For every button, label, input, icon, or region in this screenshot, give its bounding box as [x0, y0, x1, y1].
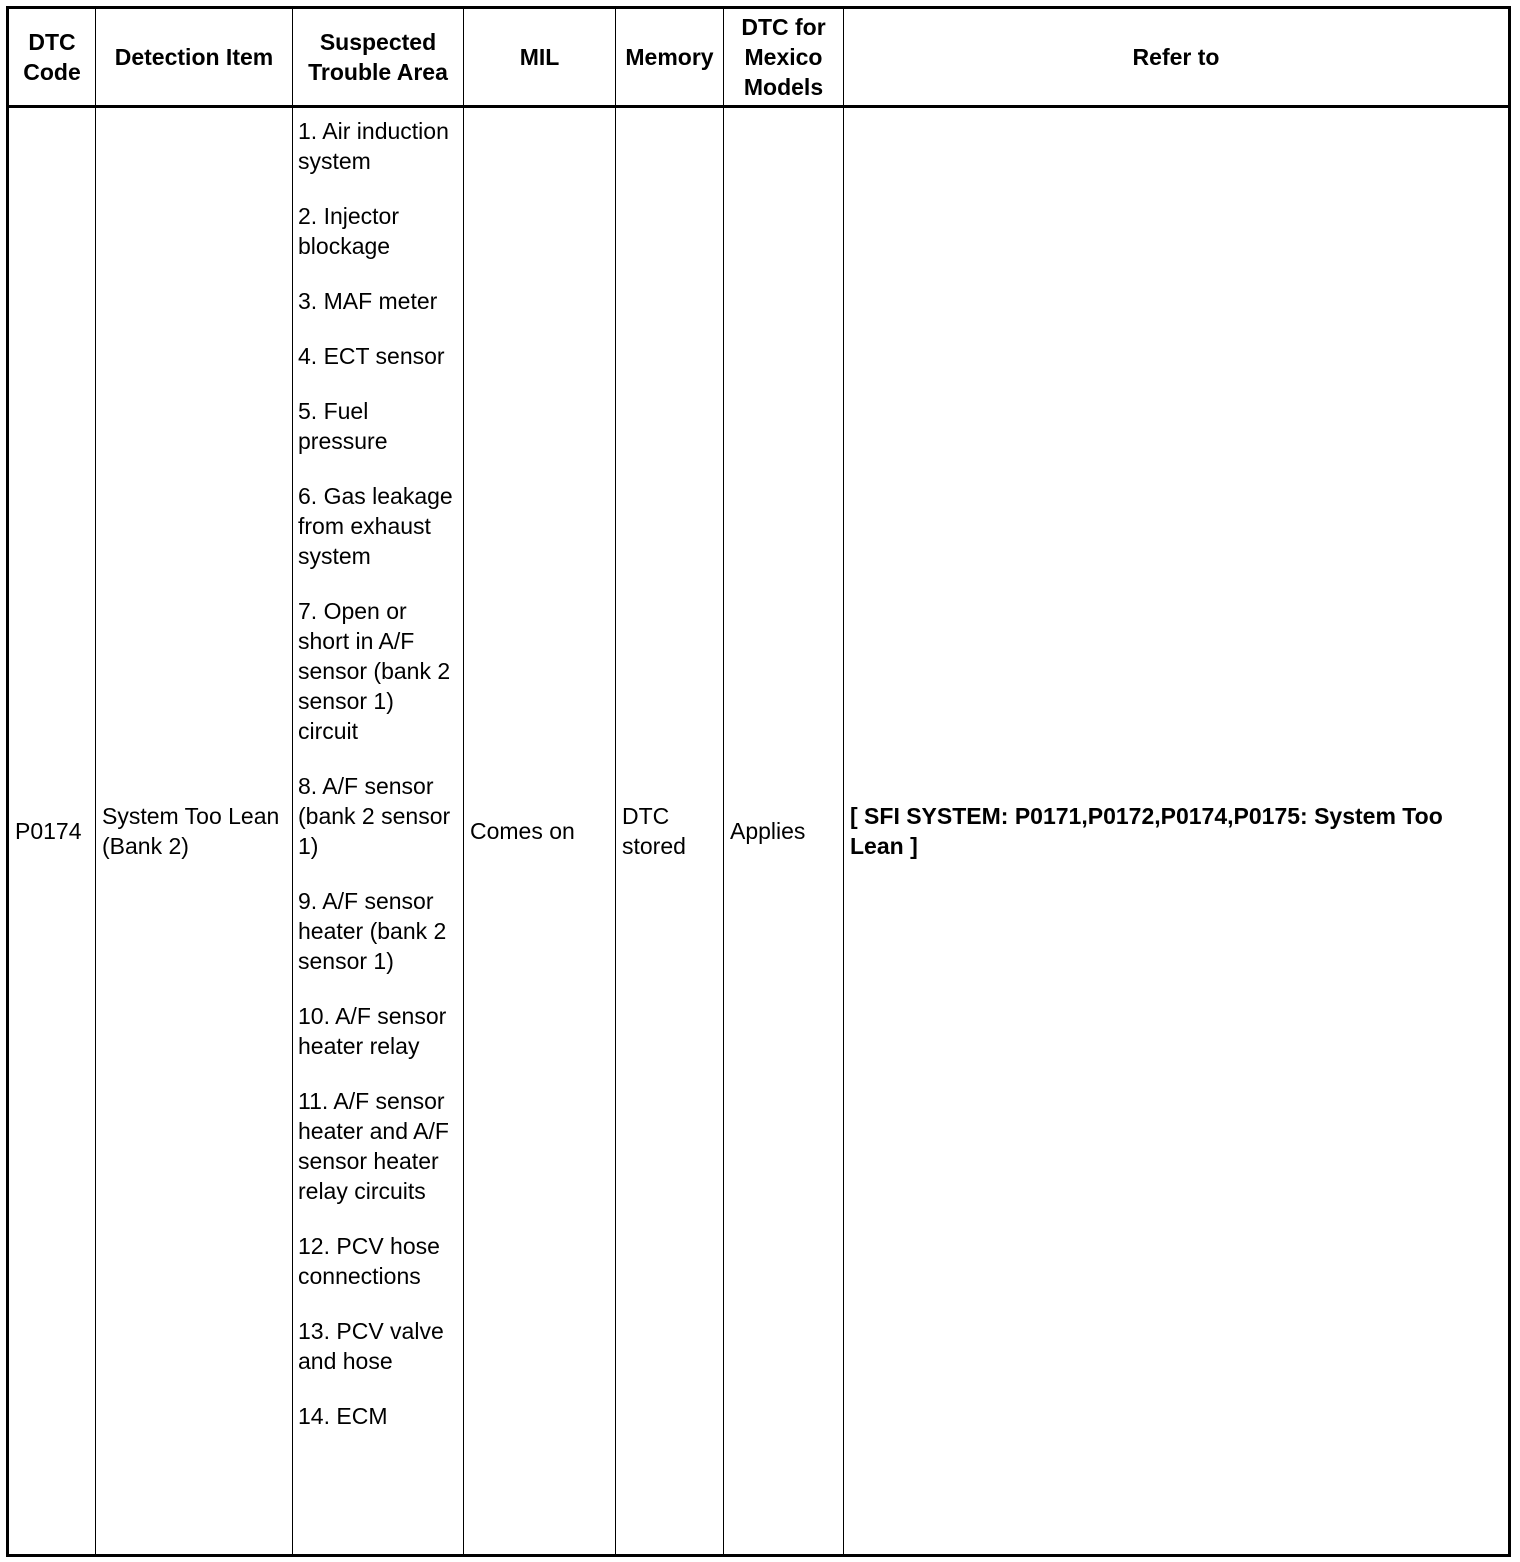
list-item: 7. Open or short in A/F sensor (bank 2 sensor 1) circuit	[298, 598, 451, 744]
cell-detection-item: System Too Lean (Bank 2)	[96, 107, 293, 1556]
list-item: 10. A/F sensor heater relay	[298, 1003, 447, 1059]
header-memory: Memory	[616, 8, 724, 107]
header-detection-item: Detection Item	[96, 8, 293, 107]
list-item: 9. A/F sensor heater (bank 2 sensor 1)	[298, 888, 447, 974]
header-row	[8, 8, 1510, 107]
list-item: 11. A/F sensor heater and A/F sensor heater relay circuits	[298, 1088, 449, 1204]
cell-suspected-trouble-area	[293, 107, 464, 1556]
list-item: 3. MAF meter	[298, 288, 438, 314]
list-item: 4. ECT sensor	[298, 343, 445, 369]
list-item: 14. ECM	[298, 1403, 388, 1429]
list-item: 12. PCV hose connections	[298, 1233, 440, 1289]
cell-mil: Comes on	[464, 107, 616, 1556]
list-item: 8. A/F sensor (bank 2 sensor 1)	[298, 773, 451, 859]
list-item: 1. Air induction system	[298, 118, 449, 174]
cell-dtc-code: P0174	[8, 107, 96, 1556]
header-refer-to: Refer to	[844, 8, 1510, 107]
header-dtc-code: DTC Code	[8, 8, 96, 107]
dtc-table	[6, 6, 1511, 1557]
header-suspected-trouble-area: Suspected Trouble Area	[293, 8, 464, 107]
header-mil: MIL	[464, 8, 616, 107]
cell-memory: DTC stored	[616, 107, 724, 1556]
list-item: 13. PCV valve and hose	[298, 1318, 444, 1374]
list-item: 2. Injector blockage	[298, 203, 399, 259]
header-dtc-mexico: DTC for Mexico Models	[724, 8, 844, 107]
table-row	[8, 107, 1510, 1556]
list-item: 6. Gas leakage from exhaust system	[298, 483, 453, 569]
refer-to-link[interactable]: [ SFI SYSTEM: P0171,P0172,P0174,P0175: System Too Lean ]	[844, 107, 1510, 1556]
list-item: 5. Fuel pressure	[298, 398, 388, 454]
cell-dtc-mexico: Applies	[724, 107, 844, 1556]
